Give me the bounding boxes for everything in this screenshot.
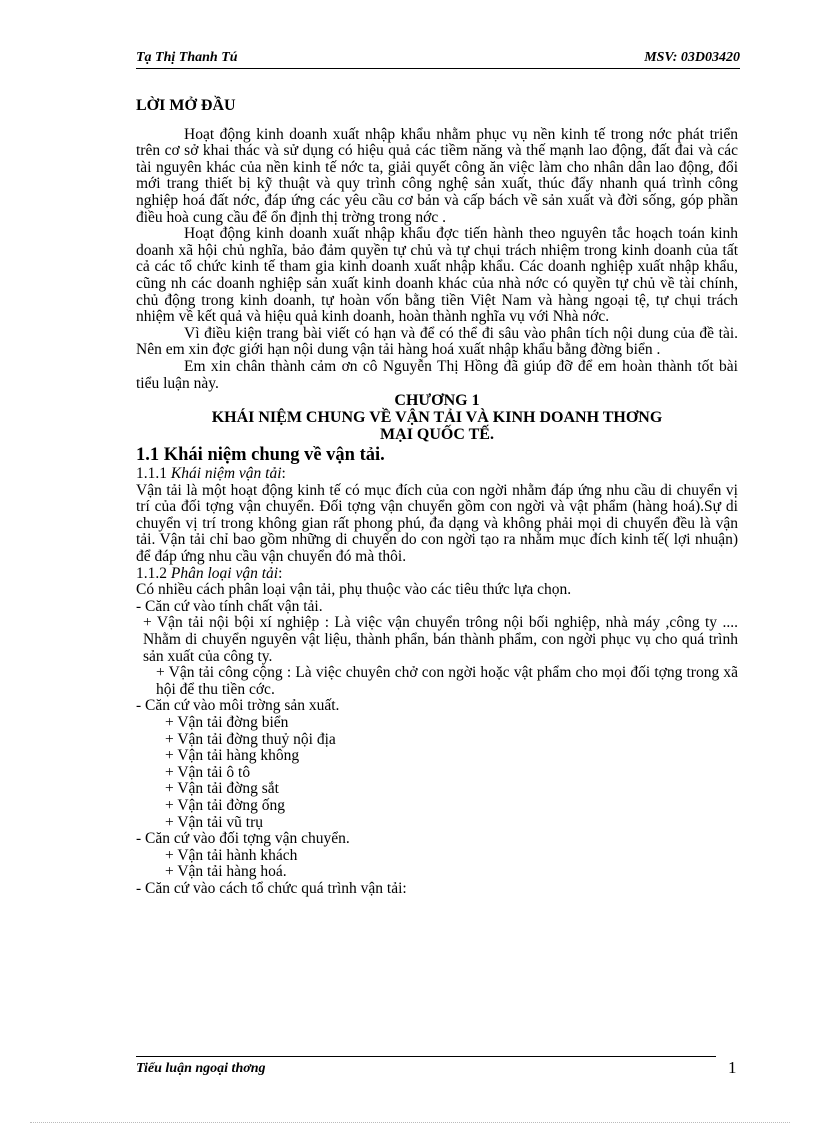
list-item: + Vận tải đờng thuỷ nội địa [165,730,336,748]
criterion-1-item: + Vận tải công cộng : Là việc chuyên chở con ngời hoặc vật phẩm cho mọi đối tợng trong xã hội để thu tiền cớc. [156,664,738,698]
subsection-1-1-2 [136,566,738,583]
intro-paragraph-1: Hoạt động kinh doanh xuất nhập khẩu nhằm phục vụ nền kinh tế trong nớc phát triển trên cơ sở khai thác và sử dụng có hiệu quả các tiềm năng và thế mạnh lao động, đất đai và các tài nguyên khác của nền kinh tế nớc ta, giải quyết công ăn việc làm cho nhân dân lao động, đổi mới trang thiết bị kỹ thuật và quy trình công nghệ sản xuất, thúc đẩy nhanh quá trình công nghiệp hoá đất nớc, đáp ứng các yêu cầu cơ bản và cấp bách về sản xuất và đời sống, góp phần điều hoà cung cầu để ổn định thị trờng trong nớc . [136,125,738,226]
intro-paragraph-4: Em xin chân thành cảm ơn cô Nguyễn Thị Hồng đã giúp đỡ để em hoàn thành tốt bài tiểu luận này. [136,357,738,392]
subsection-label: Khái niệm vận tải [170,465,282,483]
list-item: + Vận tải hàng không [165,747,300,765]
page-header [136,46,740,69]
chapter-title: KHÁI NIỆM CHUNG VỀ VẬN TẢI VÀ KINH DOANH THƠNG MẠI QUỐC TẾ. [211,409,663,444]
criterion-4: - Căn cứ vào cách tổ chức quá trình vận tải: [136,879,407,897]
definition-text: Vận tải là một hoạt động kinh tế có mục đích của con ngời nhằm đáp ứng nhu cầu di chuyển vị trí của đối tợng vận chuyển. Đối tợng vận chuyển gồm con ngời và vật phẩm (hàng hoá).Sự di chuyển vị trí trong không gian rất phong phú, đa dạng và không phải mọi di chuyển đều là vận tải. Vận tải chỉ bao gồm những di chuyển do con ngời tạo ra nhằm mục đích kinh tế( lợi nhuận) để đáp ứng nhu cầu vận chuyển đó mà thôi. [136,481,738,566]
list-item: + Vận tải đờng biển [165,714,289,731]
criterion-2: - Căn cứ vào môi trờng sản xuất. [136,697,340,715]
list-item: + Vận tải hành khách [165,846,298,864]
subsection-number: 1.1.2 [136,564,167,582]
intro-paragraph-3: Vì điều kiện trang bài viết có hạn và để có thể đi sâu vào phân tích nội dung của đề tài. Nên em xin đợc giới hạn nội dung vận tải hàng hoá xuất nhập khẩu bằng đờng biển . [136,324,738,359]
subsection-number: 1.1.1 [136,465,167,483]
criterion-1: - Căn cứ vào tính chất vận tải. [136,597,323,615]
page-title: LỜI MỞ ĐẦU [136,97,236,114]
subsection-colon: : [281,465,286,483]
document-body [136,98,738,898]
header-student-id: MSV: 03D03420 [644,50,740,65]
page-number: 1 [728,1058,737,1077]
intro-paragraph-2: Hoạt động kinh doanh xuất nhập khẩu đợc tiến hành theo nguyên tắc hoạch toán kinh doanh xã hội chủ nghĩa, bảo đảm quyền tự chủ và tự chụi trách nhiệm trong kinh doanh của tất cả các tổ chức kinh tế tham gia kinh doanh xuất nhập khẩu. Các doanh nghiệp xuất nhập khẩu, cũng nh các doanh nghiệp sản xuất kinh doanh khác của nhà nớc có quyền tự chủ về tài chính, chủ động trong kinh doanh, tự hoàn vốn bằng tiền Việt Nam và hàng ngoại tệ, tự chụi trách nhiệm về kết quả và hiệu quả kinh doanh, hoàn thành nghĩa vụ với Nhà nớc. [136,225,738,326]
subsection-label: Phân loại vận tải [170,564,279,582]
list-item: + Vận tải hàng hoá. [165,863,287,881]
classify-intro: Có nhiều cách phân loại vận tải, phụ thuộc vào các tiêu thức lựa chọn. [136,581,572,599]
criterion-1-item: + Vận tải nội bội xí nghiệp : Là việc vận chuyển trông nội bối nghiệp, nhà máy ,công ty .... Nhằm di chuyển nguyên vật liệu, thành phẩn, bán thành phẩm, con ngời phục vụ cho quá trình sản xuất của công ty. [143,614,738,665]
chapter-number: CHƯƠNG 1 [394,392,480,410]
criterion-3: - Căn cứ vào đối tợng vận chuyển. [136,830,350,848]
list-item: + Vận tải ô tô [165,763,251,781]
section-heading: 1.1 Khái niệm chung về vận tải. [136,445,385,466]
footer-title: Tiểu luận ngoại thơng [136,1061,266,1076]
list-item: + Vận tải đờng ống [165,796,285,814]
subsection-colon: : [278,564,283,582]
list-item: + Vận tải vũ trụ [165,813,263,831]
subsection-1-1-1 [136,466,738,483]
header-author: Tạ Thị Thanh Tú [136,50,238,65]
list-item: + Vận tải đờng sắt [165,780,279,798]
footer-divider [136,1056,716,1057]
